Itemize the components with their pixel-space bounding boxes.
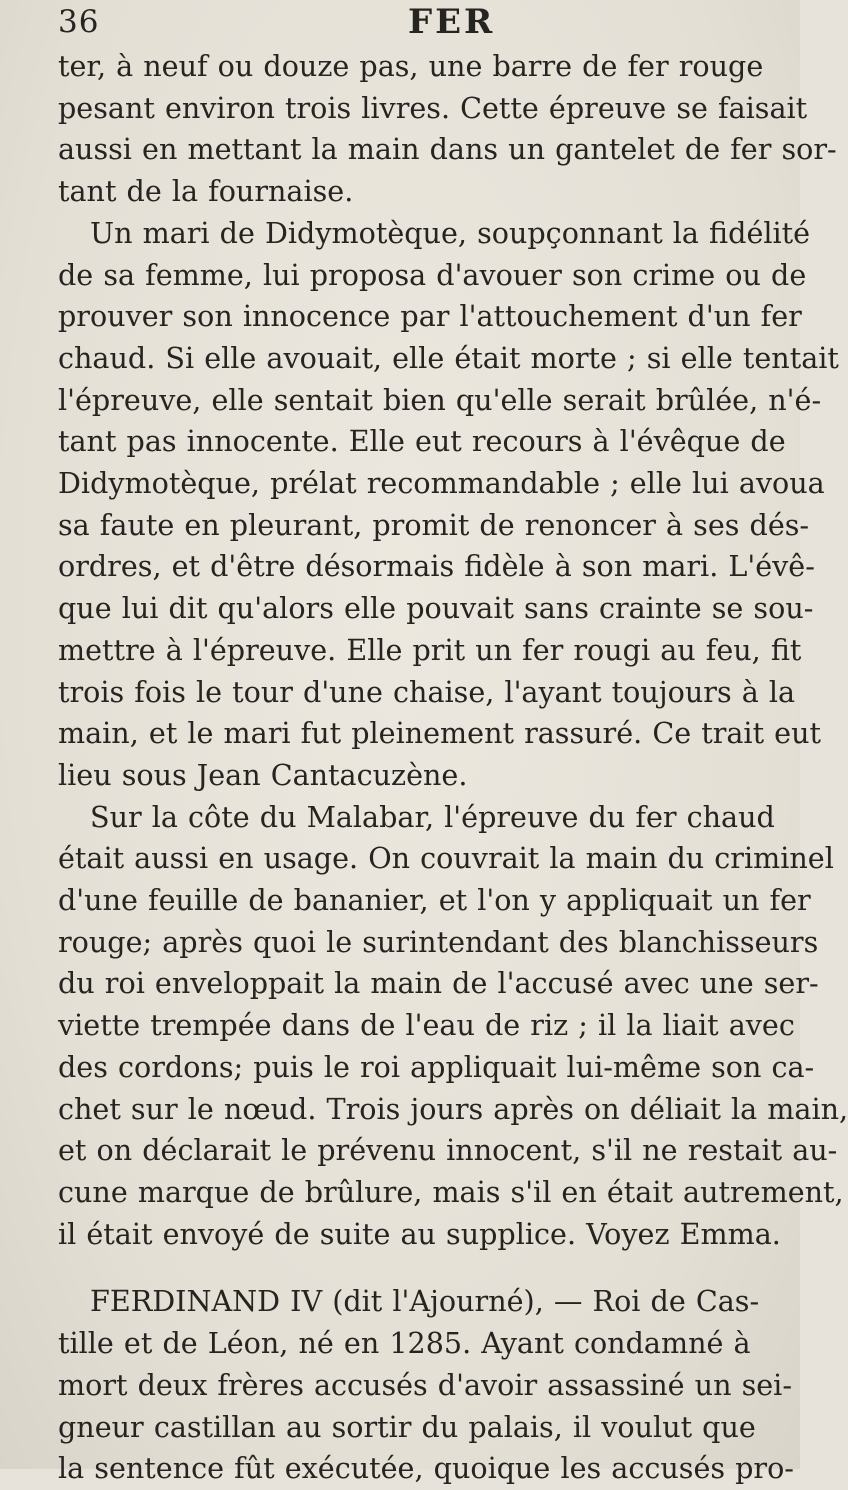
text-line: prouver son innocence par l'attouchement d'un fer: [58, 299, 802, 334]
text-line: mort deux frères accusés d'avoir assassiné un sei-: [58, 1367, 792, 1402]
text-line: d'une feuille de bananier, et l'on y appliquait un fer: [58, 883, 811, 918]
text-line: était aussi en usage. On couvrait la main du criminel: [58, 841, 834, 876]
running-head: [58, 4, 744, 46]
text-line: aussi en mettant la main dans un gantelet de fer sor-: [58, 132, 837, 167]
text-line: main, et le mari fut pleinement rassuré. Ce trait eut: [58, 716, 821, 751]
text-line: trois fois le tour d'une chaise, l'ayant toujours à la: [58, 674, 796, 709]
text-line: chet sur le nœud. Trois jours après on déliait la main,: [58, 1091, 848, 1126]
text-line: ter, à neuf ou douze pas, une barre de fer rouge: [58, 49, 764, 83]
text-line: gneur castillan au sortir du palais, il voulut que: [58, 1409, 756, 1444]
paragraph-3: [58, 797, 848, 1256]
text-line: viette trempée dans de l'eau de riz ; il la liait avec: [58, 1008, 795, 1043]
text-line: et on déclarait le prévenu innocent, s'il ne restait au-: [58, 1133, 838, 1168]
text-line: des cordons; puis le roi appliquait lui-même son ca-: [58, 1049, 815, 1084]
text-line: mettre à l'épreuve. Elle prit un fer rougi au feu, fit: [58, 632, 802, 667]
body-text: [58, 46, 848, 1490]
text-line: pesant environ trois livres. Cette épreuve se faisait: [58, 90, 808, 125]
text-line: la sentence fût exécutée, quoique les accusés pro-: [58, 1451, 794, 1486]
text-line: l'épreuve, elle sentait bien qu'elle serait brûlée, n'é-: [58, 382, 822, 417]
text-line: tant de la fournaise.: [58, 174, 354, 209]
text-line: sa faute en pleurant, promit de renoncer à ses dés-: [58, 507, 810, 542]
text-line: du roi enveloppait la main de l'accusé avec une ser-: [58, 966, 819, 1001]
paragraph-2: [58, 213, 839, 797]
text-line: rouge; après quoi le surintendant des blanchisseurs: [58, 924, 819, 959]
text-line: cune marque de brûlure, mais s'il en était autrement,: [58, 1174, 844, 1209]
text-line: de sa femme, lui proposa d'avouer son crime ou de: [58, 257, 807, 292]
text-line: FERDINAND IV (dit l'Ajourné), — Roi de Cas-: [90, 1284, 760, 1319]
text-line: Sur la côte du Malabar, l'épreuve du fer chaud: [90, 799, 775, 834]
running-title: FER: [408, 2, 496, 42]
text-line: tant pas innocente. Elle eut recours à l'évêque de: [58, 424, 786, 459]
text-line: il était envoyé de suite au supplice. Voyez Emma.: [58, 1216, 781, 1251]
text-line: chaud. Si elle avouait, elle était morte ; si elle tentait: [58, 340, 839, 375]
paragraph-gap: [58, 1255, 744, 1281]
paragraph-1: [58, 46, 837, 213]
text-line: que lui dit qu'alors elle pouvait sans crainte se sou-: [58, 591, 814, 626]
page-number: 36: [58, 4, 100, 40]
paragraph-4: [58, 1281, 794, 1490]
text-line: Un mari de Didymotèque, soupçonnant la fidélité: [90, 215, 811, 250]
text-line: Didymotèque, prélat recommandable ; elle lui avoua: [58, 466, 825, 501]
text-line: tille et de Léon, né en 1285. Ayant condamné à: [58, 1326, 751, 1361]
text-line: ordres, et d'être désormais fidèle à son mari. L'évê-: [58, 549, 815, 584]
text-line: lieu sous Jean Cantacuzène.: [58, 757, 468, 792]
